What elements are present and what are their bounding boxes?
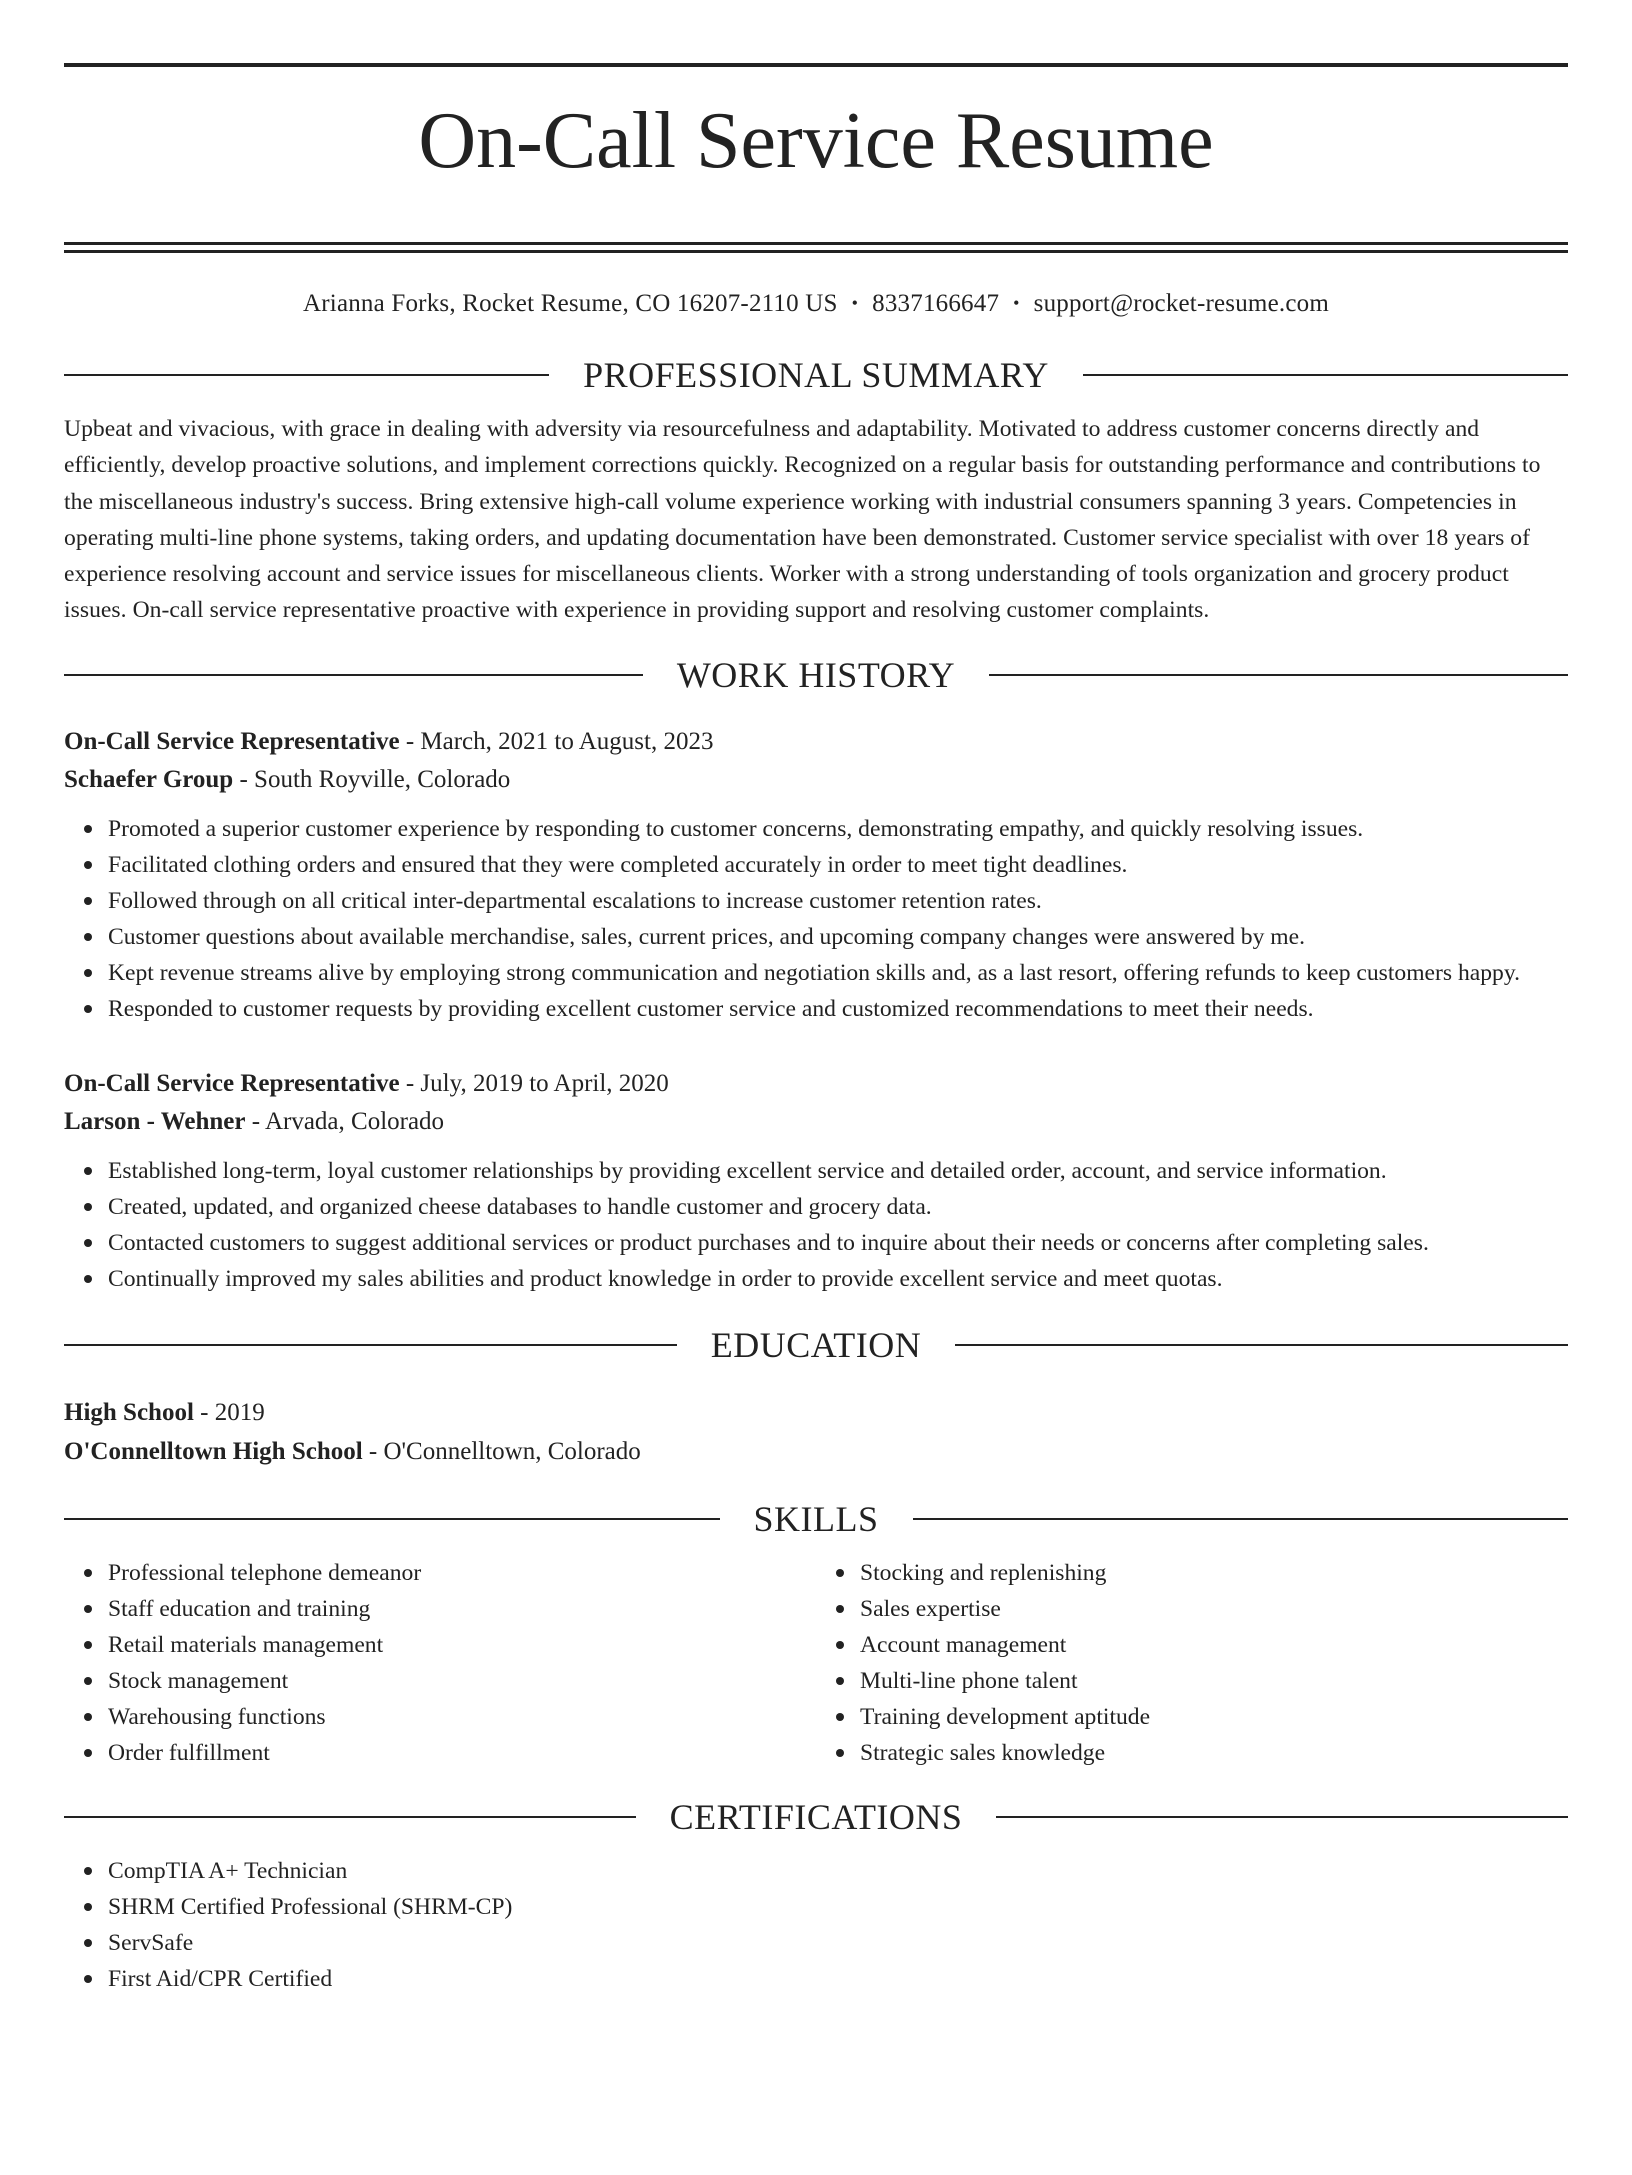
education-location: - O'Connelltown, Colorado bbox=[362, 1437, 641, 1465]
job-bullet-list bbox=[64, 1153, 1568, 1297]
list-item: ServSafe bbox=[108, 1925, 1568, 1961]
section-heading-skills bbox=[64, 1497, 1568, 1541]
list-item: Customer questions about available merchandise, sales, current prices, and upcoming company changes were answered by me. bbox=[108, 919, 1568, 955]
list-item: Promoted a superior customer experience by responding to customer concerns, demonstrating empathy, and quickly resolving issues. bbox=[108, 811, 1568, 847]
job-company-line bbox=[64, 1103, 1568, 1141]
list-item: Contacted customers to suggest additional services or product purchases and to inquire about their needs or concerns after completing sales. bbox=[108, 1225, 1568, 1261]
list-item: Multi-line phone talent bbox=[860, 1663, 1568, 1699]
list-item: SHRM Certified Professional (SHRM-CP) bbox=[108, 1889, 1568, 1925]
education-year: - 2019 bbox=[193, 1398, 265, 1426]
section-title: EDUCATION bbox=[710, 1324, 922, 1365]
section-heading-certifications bbox=[64, 1795, 1568, 1839]
job-entry bbox=[64, 723, 1568, 1027]
section-title: WORK HISTORY bbox=[676, 654, 956, 695]
job-company: Schaefer Group bbox=[64, 765, 234, 793]
heading-rule-left bbox=[64, 674, 643, 676]
contact-separator: • bbox=[1013, 293, 1020, 313]
list-item: Followed through on all critical inter-departmental escalations to increase customer retention rates. bbox=[108, 883, 1568, 919]
list-item: First Aid/CPR Certified bbox=[108, 1961, 1568, 1997]
section-title: CERTIFICATIONS bbox=[669, 1796, 963, 1837]
list-item: Warehousing functions bbox=[108, 1699, 816, 1735]
contact-email: support@rocket-resume.com bbox=[1033, 290, 1329, 317]
education-school: O'Connelltown High School bbox=[64, 1437, 363, 1465]
section-title: SKILLS bbox=[753, 1498, 879, 1539]
education-school-line bbox=[64, 1432, 1568, 1471]
skills-list-left bbox=[64, 1555, 816, 1771]
section-heading-summary bbox=[64, 353, 1568, 397]
skills-grid bbox=[64, 1555, 1568, 1771]
job-entry bbox=[64, 1065, 1568, 1297]
contact-line bbox=[64, 288, 1568, 319]
list-item: Training development aptitude bbox=[860, 1699, 1568, 1735]
job-dates: - July, 2019 to April, 2020 bbox=[399, 1069, 669, 1097]
heading-rule-right bbox=[996, 1816, 1568, 1818]
education-entry bbox=[64, 1393, 1568, 1471]
list-item: Staff education and training bbox=[108, 1591, 816, 1627]
education-degree-line bbox=[64, 1393, 1568, 1432]
contact-separator: • bbox=[851, 293, 859, 313]
job-dates: - March, 2021 to August, 2023 bbox=[399, 727, 714, 755]
job-title: On-Call Service Representative bbox=[64, 1069, 400, 1097]
top-rule bbox=[64, 63, 1568, 67]
section-title: PROFESSIONAL SUMMARY bbox=[583, 355, 1049, 395]
list-item: Stocking and replenishing bbox=[860, 1555, 1568, 1591]
section-heading-education bbox=[64, 1323, 1568, 1367]
heading-rule-left bbox=[64, 1816, 636, 1818]
list-item: Sales expertise bbox=[860, 1591, 1568, 1627]
job-location: - South Royville, Colorado bbox=[233, 765, 511, 793]
list-item: Established long-term, loyal customer relationships by providing excellent service and detailed order, account, and service information. bbox=[108, 1153, 1568, 1189]
title-double-rule bbox=[64, 242, 1568, 253]
list-item: Order fulfillment bbox=[108, 1735, 816, 1771]
list-item: Account management bbox=[860, 1627, 1568, 1663]
heading-rule-right bbox=[1083, 374, 1568, 376]
contact-phone: 8337166647 bbox=[872, 290, 1000, 317]
job-title: On-Call Service Representative bbox=[64, 727, 400, 755]
list-item: Facilitated clothing orders and ensured that they were completed accurately in order to meet tight deadlines. bbox=[108, 847, 1568, 883]
heading-rule-right bbox=[989, 674, 1568, 676]
job-company-line bbox=[64, 761, 1568, 799]
list-item: Retail materials management bbox=[108, 1627, 816, 1663]
heading-rule-right bbox=[913, 1518, 1569, 1520]
list-item: Strategic sales knowledge bbox=[860, 1735, 1568, 1771]
heading-rule-right bbox=[955, 1344, 1568, 1346]
resume-page bbox=[0, 63, 1632, 2175]
job-title-line bbox=[64, 723, 1568, 761]
contact-address: Arianna Forks, Rocket Resume, CO 16207-2110 US bbox=[303, 290, 838, 317]
list-item: Created, updated, and organized cheese databases to handle customer and grocery data. bbox=[108, 1189, 1568, 1225]
education-degree: High School bbox=[64, 1398, 194, 1426]
job-title-line bbox=[64, 1065, 1568, 1103]
summary-text: Upbeat and vivacious, with grace in dealing with adversity via resourcefulness and adaptability. Motivated to address customer concerns directly and efficiently, develop proactive solutions, and implement corrections quickly. Recognized on a regular basis for outstanding performance and contributions to the miscellaneous industry's success. Bring extensive high-call volume experience working with industrial consumers spanning 3 years. Competencies in operating multi-line phone systems, taking orders, and updating documentation have been demonstrated. Customer service specialist with over 18 years of experience resolving account and service issues for miscellaneous clients. Worker with a strong understanding of tools organization and grocery product issues. On-call service representative proactive with experience in providing support and resolving customer complaints. bbox=[64, 416, 1541, 624]
list-item: CompTIA A+ Technician bbox=[108, 1853, 1568, 1889]
list-item: Professional telephone demeanor bbox=[108, 1555, 816, 1591]
list-item: Continually improved my sales abilities and product knowledge in order to provide excellent service and meet quotas. bbox=[108, 1261, 1568, 1297]
job-location: - Arvada, Colorado bbox=[245, 1107, 445, 1135]
resume-title: On-Call Service Resume bbox=[418, 97, 1214, 185]
certifications-list bbox=[64, 1853, 1568, 1997]
list-item: Responded to customer requests by providing excellent customer service and customized recommendations to meet their needs. bbox=[108, 991, 1568, 1027]
section-heading-work-history bbox=[64, 653, 1568, 697]
job-bullet-list bbox=[64, 811, 1568, 1027]
heading-rule-left bbox=[64, 1344, 677, 1346]
job-company: Larson - Wehner bbox=[64, 1107, 246, 1135]
list-item: Stock management bbox=[108, 1663, 816, 1699]
list-item: Kept revenue streams alive by employing strong communication and negotiation skills and, as a last resort, offering refunds to keep customers happy. bbox=[108, 955, 1568, 991]
heading-rule-left bbox=[64, 374, 549, 376]
heading-rule-left bbox=[64, 1518, 720, 1520]
skills-list-right bbox=[816, 1555, 1568, 1771]
